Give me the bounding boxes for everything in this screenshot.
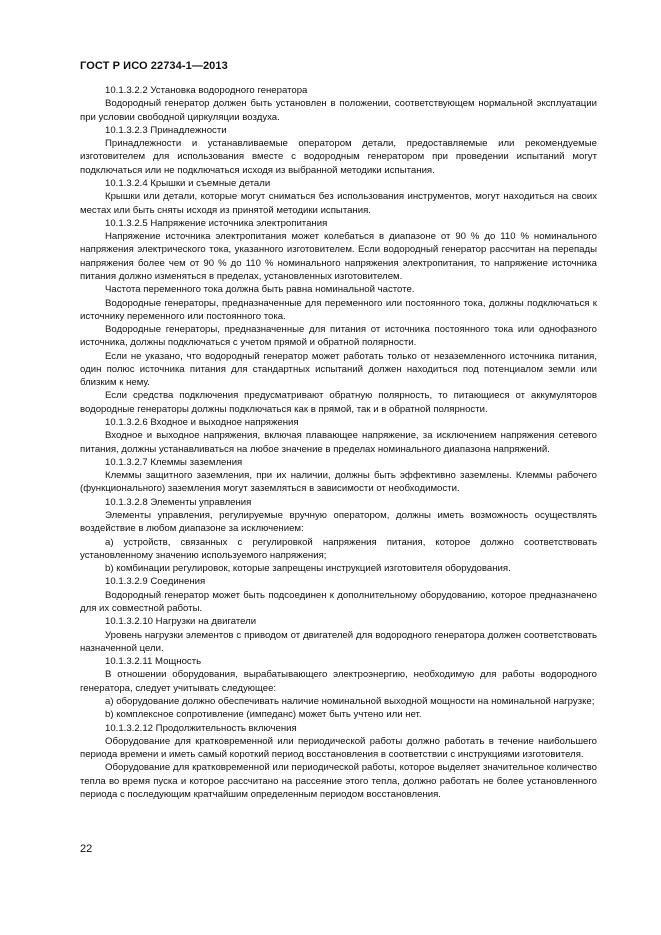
body-paragraph: Напряжение источника электропитания может колебаться в диапазоне от 90 % до 110 % номинального напряжения электрического тока, указанного изготовителем. Если водородный генератор рассчитан на перепады напряжения более чем от 90 % до 110 % номинального напряжения электропитания, то напряжение источника питания должно изменяться в пределах, установленных изготовителем. (80, 231, 597, 282)
body-paragraph: Оборудование для кратковременной или периодической работы должно работать в течение наибольшего периода времени и иметь самый короткий период восстановления в соответствии с инструкциями изготовителя. (80, 735, 597, 761)
body-paragraph: Частота переменного тока должна быть равна номинальной частоте. (105, 284, 415, 296)
body-paragraph: Принадлежности и устанавливаемые оператором детали, предоставляемые или рекомендуемые изготовителем для использования вместе с водородным генератором при проведении испытаний могут подключаться или не подключаться исходя из выбранной методики испытания. (80, 138, 597, 176)
body-paragraph: Водородные генераторы, предназначенные для питания от источника постоянного тока или однофазного источника, должны подключаться с учетом прямой и обратной полярности. (80, 324, 597, 349)
body-paragraph: Крышки или детали, которые могут сниматься без использования инструментов, могут находиться на своих местах или быть сняты исходя из принятой методики испытания. (80, 191, 597, 216)
body-paragraph: b) комбинации регулировок, которые запрещены инструкцией изготовителя оборудования. (105, 563, 511, 575)
body-paragraph: Водородный генератор может быть подсоединен к дополнительному оборудованию, которое предназначено для их совместной работы. (80, 589, 597, 614)
body-paragraph: Уровень нагрузки элементов с приводом от двигателей для водородного генератора должен соответствовать назначенной цели. (80, 629, 597, 654)
section-heading: 10.1.3.2.3 Принадлежности (105, 124, 227, 136)
body-paragraph: b) комплексное сопротивление (импеданс) может быть учтено или нет. (105, 709, 422, 721)
section-heading: 10.1.3.2.6 Входное и выходное напряжения (105, 417, 299, 429)
section-heading: 10.1.3.2.2 Установка водородного генератора (105, 85, 308, 96)
body-paragraph: Если средства подключения предусматривают обратную полярность, то питающиеся от аккумуляторов водородные генераторы должны подключаться как в прямой, так и в обратной полярности. (80, 390, 597, 415)
section-heading: 10.1.3.2.9 Соединения (105, 576, 206, 588)
section-heading: 10.1.3.2.5 Напряжение источника электропитания (105, 217, 328, 229)
body-paragraph: Если не указано, что водородный генератор может работать только от незаземленного источника питания, один полюс источника питания для стандартных испытаний должен находиться под потенциалом земли или близким к нему. (80, 350, 597, 389)
document-body (80, 84, 597, 801)
body-paragraph: Оборудование для кратковременной или периодической работы, которое выделяет значительное количество тепла во время пуска и которое рассчитано на рассеяние этого тепла, должно работать не более установленного периода с последующим кратчайшим определенным периодом восстановления. (80, 762, 597, 800)
section-heading: 10.1.3.2.8 Элементы управления (105, 496, 252, 508)
section-heading: 10.1.3.2.11 Мощность (105, 656, 202, 668)
section-heading: 10.1.3.2.7 Клеммы заземления (105, 456, 243, 468)
body-paragraph: Клеммы защитного заземления, при их наличии, должны быть эффективно заземлены. Клеммы рабочего (функционального) заземления могут заземляться в зависимости от необходимости. (80, 470, 597, 495)
body-paragraph: a) оборудование должно обеспечивать наличие номинальной выходной мощности на номинальной нагрузке; (105, 695, 595, 707)
body-paragraph: a) устройств, связанных с регулировкой напряжения питания, которое должно соответствовать установленному значению используемого напряжения; (80, 536, 597, 561)
section-heading: 10.1.3.2.10 Нагрузки на двигатели (105, 616, 257, 628)
page-number: 22 (80, 843, 93, 855)
body-paragraph: В отношении оборудования, вырабатывающего электроэнергию, необходимую для работы водородного генератора, следует учитывать следующее: (80, 669, 597, 694)
body-paragraph: Входное и выходное напряжения, включая плавающее напряжение, за исключением напряжения сетевого питания, должны устанавливаться на любое значение в пределах номинального диапазона напряжений. (80, 430, 597, 455)
standard-header: ГОСТ Р ИСО 22734-1—2013 (80, 60, 228, 72)
body-paragraph: Водородный генератор должен быть установлен в положении, соответствующем нормальной эксплуатации при условии свободной циркуляции воздуха. (80, 98, 597, 123)
body-paragraph: Элементы управления, регулируемые вручную оператором, должны иметь возможность осуществлять воздействие в любом диапазоне за исключением: (80, 510, 597, 535)
section-heading: 10.1.3.2.12 Продолжительность включения (105, 722, 297, 734)
section-heading: 10.1.3.2.4 Крышки и съемные детали (105, 177, 271, 189)
body-paragraph: Водородные генераторы, предназначенные для переменного или постоянного тока, должны подключаться к источнику переменного или постоянного тока. (80, 297, 597, 322)
